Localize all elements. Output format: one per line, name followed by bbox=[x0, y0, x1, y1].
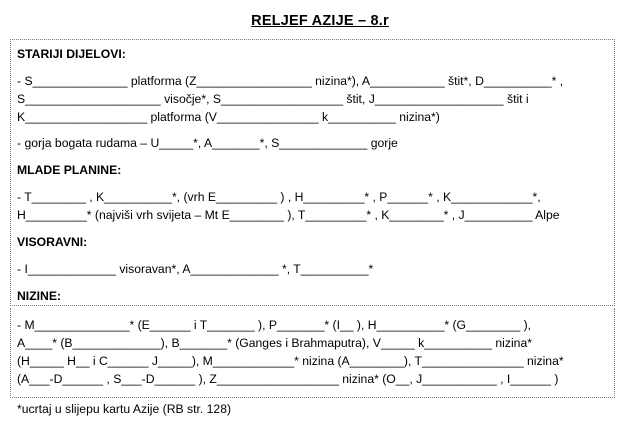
worksheet-line: - gorja bogata rudama – U_____*, A_______*, S_____________ gorje bbox=[17, 136, 398, 150]
section-heading-stariji: STARIJI DIJELOVI: bbox=[17, 47, 126, 61]
page-title: RELJEF AZIJE – 8.r bbox=[251, 13, 389, 29]
section-heading-nizine: NIZINE: bbox=[17, 289, 62, 303]
worksheet-line: A____* (B_____________), B_______* (Ganges i Brahmaputra), V_____ k__________ nizina* bbox=[17, 336, 532, 350]
footnote: *ucrtaj u slijepu kartu Azije (RB str. 128) bbox=[17, 402, 232, 416]
section-heading-mlade: MLADE PLANINE: bbox=[17, 163, 122, 177]
worksheet-line: - M______________* (E______ i T_______ ), P_______* (I__ ), H__________* (G________ ), bbox=[17, 318, 532, 332]
worksheet-line: - T________ , K__________*, (vrh E_________ ) , H_________* , P______* , K____________*, bbox=[17, 190, 541, 204]
worksheet-line: - I_____________ visoravan*, A_____________ *, T__________* bbox=[17, 262, 374, 276]
worksheet-line: K__________________ platforma (V_______________ k__________ nizina*) bbox=[17, 110, 440, 124]
worksheet-line: H_________* (najviši vrh svijeta – Mt E________ ), T_________* , K________* , J__________ Alpe bbox=[17, 208, 560, 222]
worksheet-line: (H_____ H__ i C______ J_____), M____________* nizina (A________), T_______________ nizina* bbox=[17, 354, 564, 368]
worksheet-line: - S______________ platforma (Z_________________ nizina*), A___________ štit*, D__________* , bbox=[17, 74, 564, 88]
section-heading-visoravni: VISORAVNI: bbox=[17, 235, 88, 249]
worksheet-line: (A___-D______ , S___-D______ ), Z__________________ nizina* (O__, J___________ , I______ ) bbox=[17, 372, 559, 386]
worksheet-line: S____________________ visočje*, S__________________ štit, J___________________ štit i bbox=[17, 92, 529, 106]
